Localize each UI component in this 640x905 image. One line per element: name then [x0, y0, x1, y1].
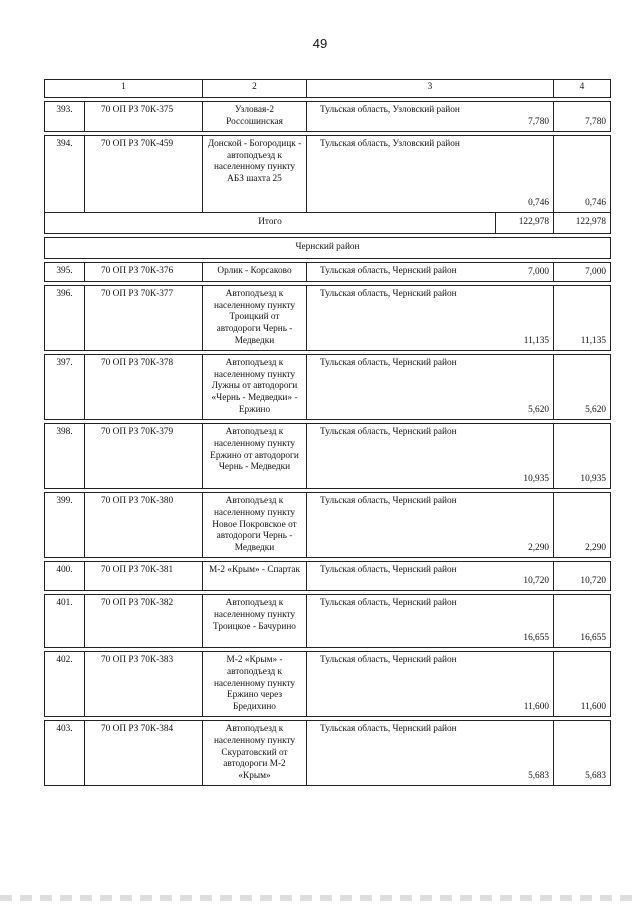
road-region: Тульская область, Узловский район	[307, 136, 496, 213]
table-row	[45, 595, 611, 648]
row-number: 395.	[45, 263, 85, 282]
road-total: 11,135	[554, 286, 611, 351]
row-number: 401.	[45, 595, 85, 648]
table-row	[45, 263, 611, 282]
row-number: 397.	[45, 355, 85, 420]
road-name: Орлик - Корсаково	[203, 263, 307, 282]
road-total: 7,000	[554, 263, 611, 282]
road-name: М-2 «Крым» - автоподъезд к населенному пункту Ержино через Бредихино	[203, 652, 307, 717]
road-total: 16,655	[554, 595, 611, 648]
road-code: 70 ОП РЗ 70К-378	[85, 355, 203, 420]
road-region: Тульская область, Чернский район	[307, 493, 496, 558]
row-number: 398.	[45, 424, 85, 489]
road-length: 2,290	[496, 493, 554, 558]
road-code: 70 ОП РЗ 70К-377	[85, 286, 203, 351]
road-total: 10,935	[554, 424, 611, 489]
row-number: 396.	[45, 286, 85, 351]
road-region: Тульская область, Чернский район	[307, 721, 496, 786]
total-row	[45, 213, 611, 234]
road-code: 70 ОП РЗ 70К-384	[85, 721, 203, 786]
header-col-3: 3	[307, 80, 554, 98]
road-region: Тульская область, Чернский район	[307, 424, 496, 489]
road-total: 2,290	[554, 493, 611, 558]
district-title: Чернский район	[45, 238, 611, 259]
table-row	[45, 562, 611, 591]
road-total: 7,780	[554, 102, 611, 132]
road-region: Тульская область, Чернский район	[307, 286, 496, 351]
road-name: Автоподъезд к населенному пункту Новое Покровское от автодороги Чернь - Медведки	[203, 493, 307, 558]
total-sum: 122,978	[554, 213, 611, 234]
road-region: Тульская область, Узловский район	[307, 102, 496, 132]
road-code: 70 ОП РЗ 70К-375	[85, 102, 203, 132]
road-total: 11,600	[554, 652, 611, 717]
road-length: 11,135	[496, 286, 554, 351]
road-code: 70 ОП РЗ 70К-380	[85, 493, 203, 558]
road-code: 70 ОП РЗ 70К-383	[85, 652, 203, 717]
road-name: М-2 «Крым» - Спартак	[203, 562, 307, 591]
road-total: 0,746	[554, 136, 611, 213]
table-row	[45, 286, 611, 351]
road-name: Донской - Богородицк - автоподъезд к населенному пункту АБЗ шахта 25	[203, 136, 307, 213]
district-row	[45, 238, 611, 259]
road-length: 5,620	[496, 355, 554, 420]
header-col-1: 1	[45, 80, 203, 98]
road-length: 11,600	[496, 652, 554, 717]
table-row	[45, 424, 611, 489]
scan-artifact	[0, 895, 640, 901]
road-length: 5,683	[496, 721, 554, 786]
road-length: 10,935	[496, 424, 554, 489]
header-col-4: 4	[554, 80, 611, 98]
road-code: 70 ОП РЗ 70К-376	[85, 263, 203, 282]
header-col-2: 2	[203, 80, 307, 98]
road-name: Автоподъезд к населенному пункту Ержино от автодороги Чернь - Медведки	[203, 424, 307, 489]
road-region: Тульская область, Чернский район	[307, 652, 496, 717]
road-total: 10,720	[554, 562, 611, 591]
road-region: Тульская область, Чернский район	[307, 595, 496, 648]
road-total: 5,683	[554, 721, 611, 786]
row-number: 400.	[45, 562, 85, 591]
road-region: Тульская область, Чернский район	[307, 263, 496, 282]
row-number: 394.	[45, 136, 85, 213]
roads-table	[44, 79, 611, 786]
road-code: 70 ОП РЗ 70К-459	[85, 136, 203, 213]
row-number: 403.	[45, 721, 85, 786]
table-row	[45, 652, 611, 717]
road-region: Тульская область, Чернский район	[307, 562, 496, 591]
page-number: 49	[312, 36, 328, 51]
row-number: 399.	[45, 493, 85, 558]
table-row	[45, 102, 611, 132]
road-length: 16,655	[496, 595, 554, 648]
road-name: Узловая-2 Россошинская	[203, 102, 307, 132]
total-length: 122,978	[496, 213, 554, 234]
road-total: 5,620	[554, 355, 611, 420]
road-name: Автоподъезд к населенному пункту Лужны от автодороги «Чернь - Медведки» - Ержино	[203, 355, 307, 420]
table-row	[45, 493, 611, 558]
road-name: Автоподъезд к населенному пункту Троицкий от автодороги Чернь - Медведки	[203, 286, 307, 351]
table-header-row	[45, 80, 611, 98]
road-name: Автоподъезд к населенному пункту Троицкое - Бачурино	[203, 595, 307, 648]
table-row	[45, 355, 611, 420]
total-label: Итого	[45, 213, 496, 234]
road-length: 10,720	[496, 562, 554, 591]
road-region: Тульская область, Чернский район	[307, 355, 496, 420]
row-number: 393.	[45, 102, 85, 132]
road-length: 7,780	[496, 102, 554, 132]
road-length: 7,000	[496, 263, 554, 282]
table-row	[45, 721, 611, 786]
road-code: 70 ОП РЗ 70К-379	[85, 424, 203, 489]
row-number: 402.	[45, 652, 85, 717]
road-code: 70 ОП РЗ 70К-382	[85, 595, 203, 648]
road-length: 0,746	[496, 136, 554, 213]
road-code: 70 ОП РЗ 70К-381	[85, 562, 203, 591]
table-row	[45, 136, 611, 213]
road-name: Автоподъезд к населенному пункту Скуратовский от автодороги М-2 «Крым»	[203, 721, 307, 786]
